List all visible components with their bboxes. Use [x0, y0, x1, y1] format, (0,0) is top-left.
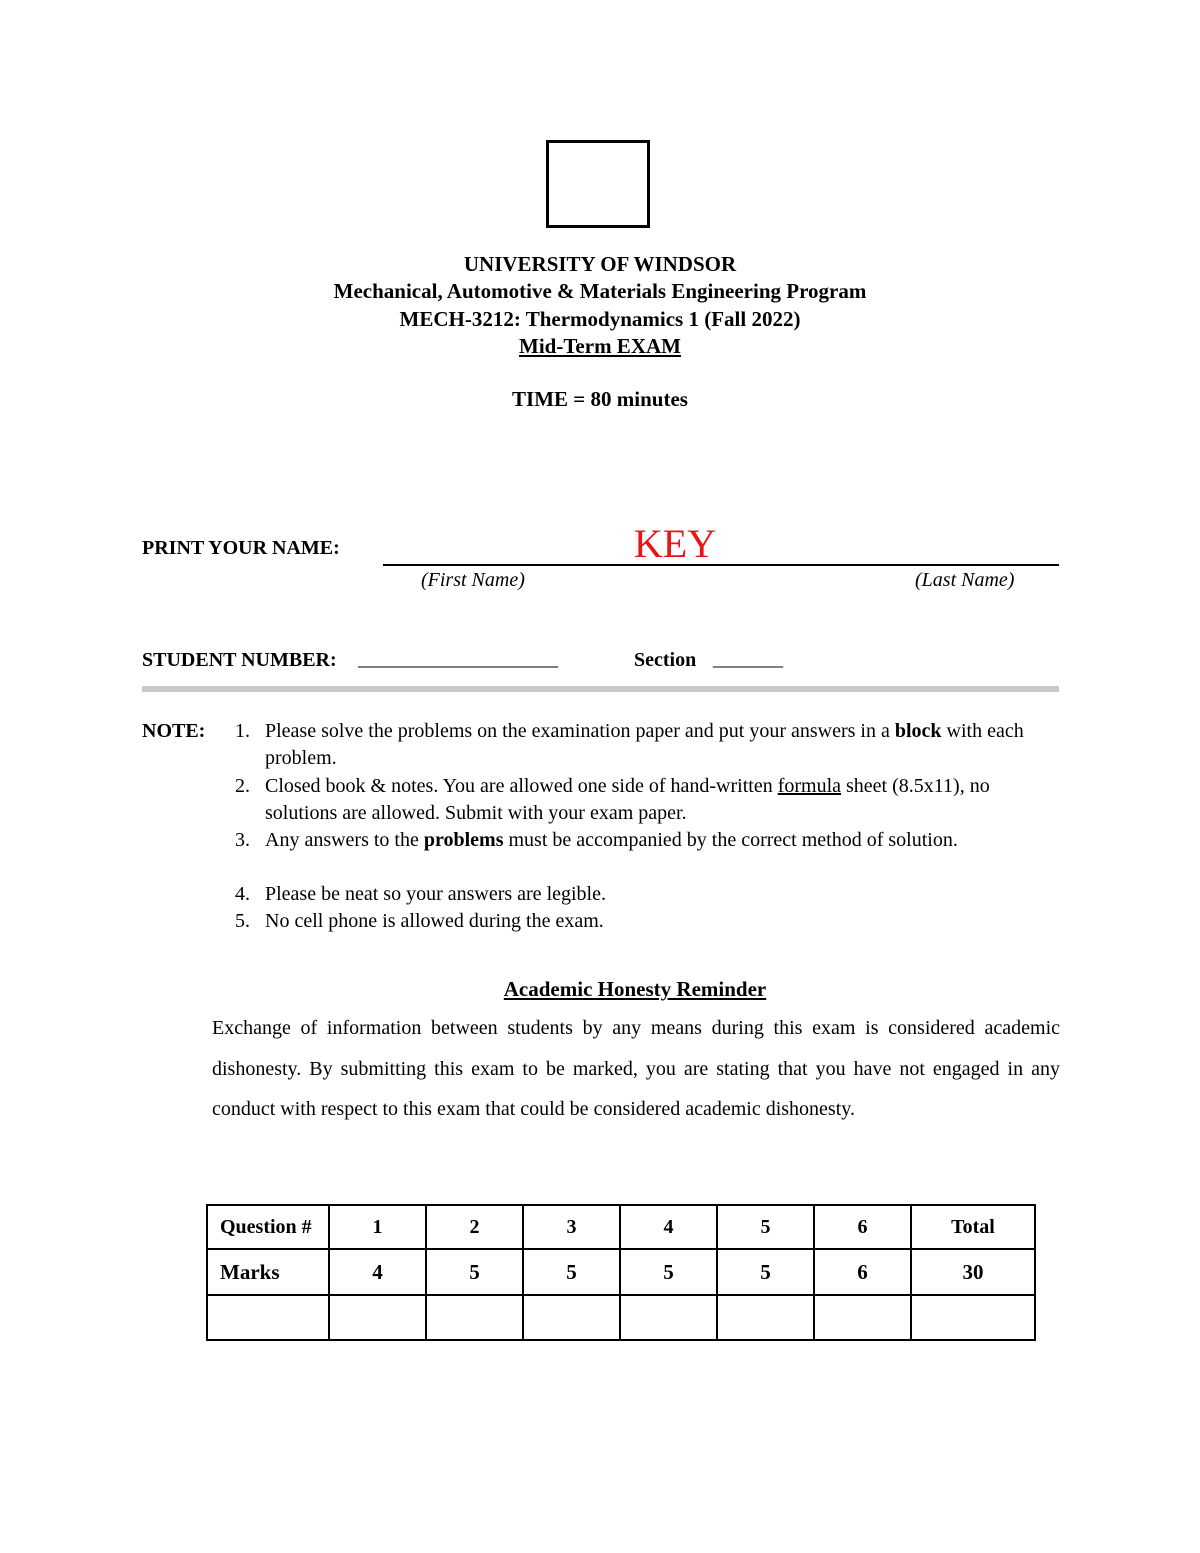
- table-row: [207, 1249, 1035, 1295]
- name-label: PRINT YOUR NAME:: [142, 537, 340, 559]
- honesty-body: Exchange of information between students by any means during this exam is considered academic dishonesty. By submitting this exam to be marked, you are stating that you have not engaged in any conduct with respect to this exam that could be considered academic dishonesty.: [212, 1017, 1060, 1120]
- student-number-label: STUDENT NUMBER:: [142, 649, 337, 671]
- table-cell: 6: [814, 1249, 911, 1295]
- table-cell: Question #: [207, 1205, 329, 1249]
- note-number: 1.: [235, 720, 250, 742]
- score-cell[interactable]: [911, 1295, 1035, 1340]
- note-item: Any answers to the problems must be accompanied by the correct method of solution.: [265, 829, 958, 851]
- logo-box: [546, 140, 650, 228]
- table-cell: 4: [329, 1249, 426, 1295]
- note-number: 3.: [235, 829, 250, 851]
- table-cell: Marks: [207, 1249, 329, 1295]
- table-cell: 2: [426, 1205, 523, 1249]
- honesty-title: Academic Honesty Reminder: [503, 977, 767, 1001]
- section-label: Section: [634, 649, 697, 671]
- score-cell[interactable]: [207, 1295, 329, 1340]
- student-number-blank: ____________________: [358, 648, 558, 670]
- table-cell: 6: [814, 1205, 911, 1249]
- course-title-text: MECH-3212: Thermodynamics 1 (Fall 2022): [399, 307, 801, 331]
- table-cell: 3: [523, 1205, 620, 1249]
- name-value: KEY: [633, 521, 717, 566]
- exam-title: Mid-Term EXAM: [519, 334, 681, 358]
- exam-time: TIME = 80 minutes: [512, 387, 688, 411]
- score-cell[interactable]: [620, 1295, 717, 1340]
- score-cell[interactable]: [329, 1295, 426, 1340]
- table-cell: 5: [717, 1205, 814, 1249]
- score-cell[interactable]: [717, 1295, 814, 1340]
- first-name-hint: (First Name): [421, 569, 525, 591]
- note-number: 5.: [235, 910, 250, 932]
- note-item: No cell phone is allowed during the exam.: [265, 910, 604, 932]
- name-line: [383, 564, 1059, 566]
- marks-table: [206, 1204, 1036, 1341]
- table-cell: 5: [620, 1249, 717, 1295]
- notes-label: NOTE:: [142, 720, 206, 742]
- table-cell: Total: [911, 1205, 1035, 1249]
- separator-bar: [142, 686, 1059, 692]
- score-cell[interactable]: [426, 1295, 523, 1340]
- score-cell[interactable]: [814, 1295, 911, 1340]
- section-blank: _______: [713, 648, 783, 670]
- program-name: Mechanical, Automotive & Materials Engineering Program: [333, 279, 867, 303]
- table-cell: 30: [911, 1249, 1035, 1295]
- last-name-hint: (Last Name): [915, 569, 1015, 591]
- table-cell: 1: [329, 1205, 426, 1249]
- note-item: Closed book & notes. You are allowed one side of hand-written formula sheet (8.5x11), no solutions are allowed. Submit with your exam paper.: [265, 775, 990, 824]
- university-name: UNIVERSITY OF WINDSOR: [463, 252, 737, 276]
- table-row: [207, 1295, 1035, 1340]
- score-cell[interactable]: [523, 1295, 620, 1340]
- course-title: [0, 306, 1200, 333]
- table-cell: 4: [620, 1205, 717, 1249]
- note-number: 2.: [235, 775, 250, 797]
- table-cell: 5: [426, 1249, 523, 1295]
- note-number: 4.: [235, 883, 250, 905]
- table-cell: 5: [717, 1249, 814, 1295]
- note-item: Please solve the problems on the examination paper and put your answers in a block with each problem.: [265, 720, 1024, 769]
- table-row: [207, 1205, 1035, 1249]
- note-item: Please be neat so your answers are legible.: [265, 883, 606, 905]
- table-cell: 5: [523, 1249, 620, 1295]
